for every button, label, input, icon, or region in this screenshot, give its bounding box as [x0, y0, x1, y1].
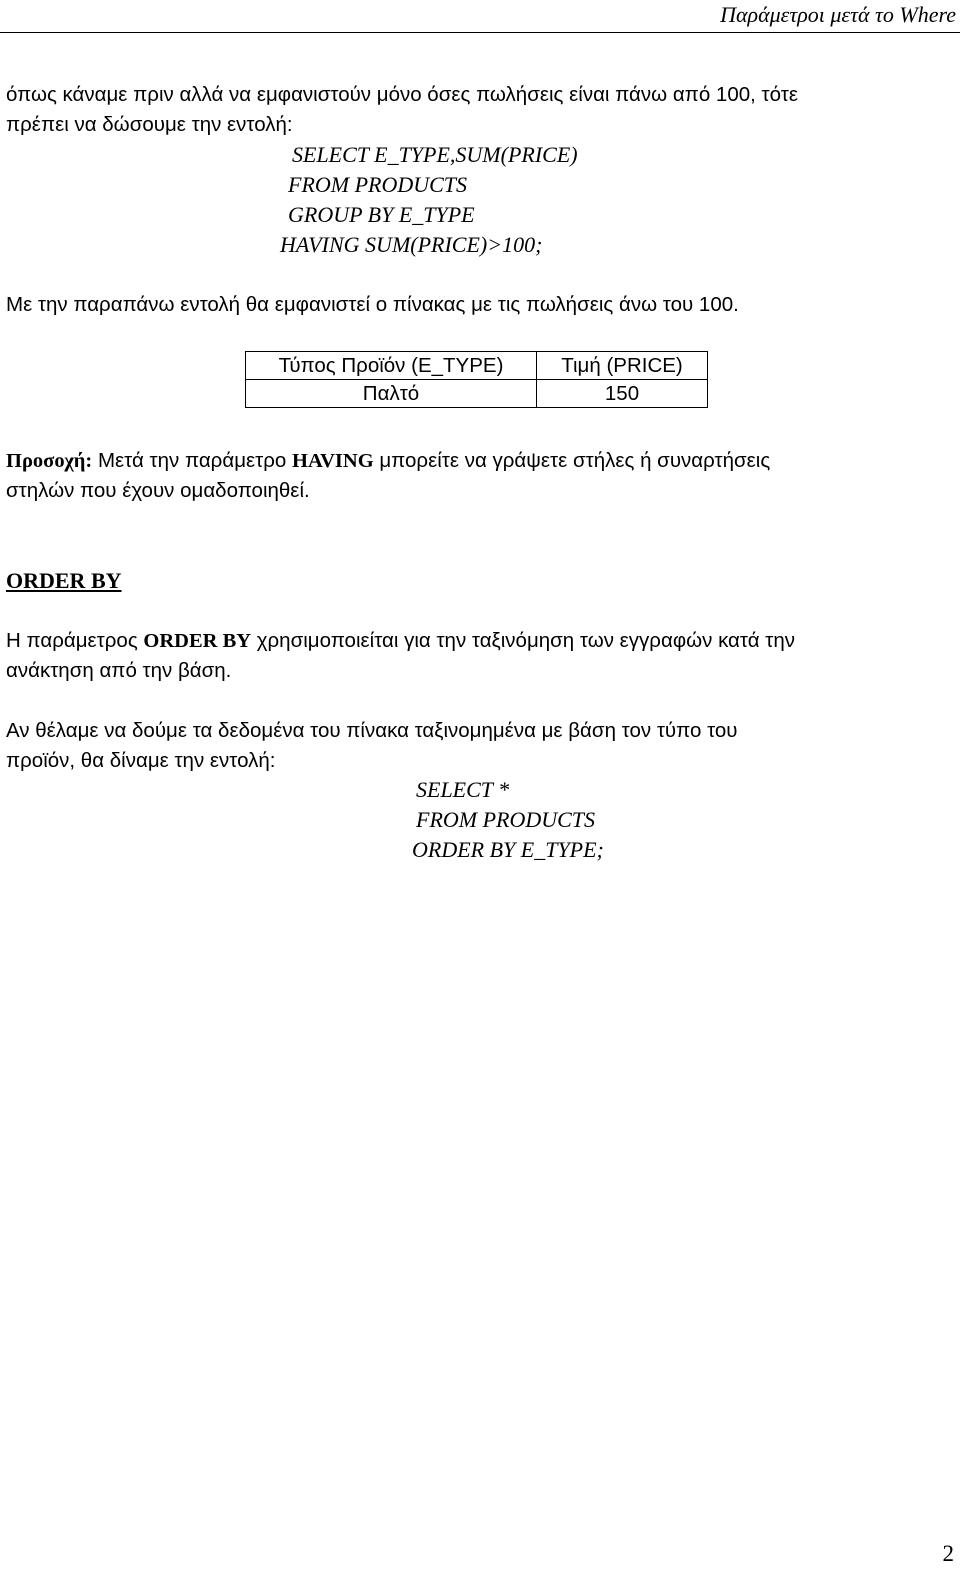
note-text: μπορείτε να γράψετε στήλες ή συναρτήσεις: [373, 449, 771, 472]
code-line: GROUP BY E_TYPE: [288, 202, 475, 227]
note-line2: στηλών που έχουν ομαδοποιηθεί.: [6, 479, 310, 502]
paragraph-text: χρησιμοποιείται για την ταξινόμηση των εγγραφών κατά την: [251, 629, 796, 652]
paragraph-line2: ανάκτηση από την βάση.: [6, 659, 232, 682]
page-number: 2: [942, 1541, 954, 1566]
note-text: Μετά την παράμετρο: [92, 449, 293, 472]
code-line: FROM PRODUCTS: [416, 807, 596, 832]
paragraph-line1: Αν θέλαμε να δούμε τα δεδομένα του πίνακα ταξινομημένα με βάση τον τύπο του: [6, 719, 738, 742]
header-rule: [0, 32, 960, 33]
paragraph-text: Η παράμετρος: [6, 629, 144, 652]
paragraph-intro-line2: πρέπει να δώσουμε την εντολή:: [6, 113, 293, 136]
paragraph-intro: [6, 80, 956, 140]
note-keyword: HAVING: [292, 450, 374, 472]
result-table: [245, 351, 708, 408]
table-row: [246, 380, 708, 408]
code-line: SELECT E_TYPE,SUM(PRICE): [292, 142, 578, 167]
note-label: Προσοχή:: [6, 450, 93, 472]
paragraph-intro-line1: όπως κάναμε πριν αλλά να εμφανιστούν μόνο όσες πωλήσεις είναι πάνω από 100, τότε: [6, 83, 798, 106]
code-line: HAVING SUM(PRICE)>100;: [280, 232, 543, 257]
table-header-cell: Τιμή (PRICE): [537, 352, 708, 380]
table-cell: Παλτό: [246, 380, 537, 408]
table-cell: 150: [537, 380, 708, 408]
paragraph-example: [6, 716, 956, 776]
code-line: SELECT *: [416, 777, 510, 802]
paragraph-order-by: [6, 626, 956, 686]
code-line: FROM PRODUCTS: [288, 172, 468, 197]
page-header-title: Παράμετροι μετά το Where: [720, 2, 956, 27]
paragraph-keyword: ORDER BY: [143, 630, 252, 652]
code-line: ORDER BY E_TYPE;: [412, 837, 604, 862]
table-header-cell: Τύπος Προϊόν (E_TYPE): [246, 352, 537, 380]
paragraph-result: Με την παραπάνω εντολή θα εμφανιστεί ο πίνακας με τις πωλήσεις άνω του 100.: [6, 293, 739, 316]
note-paragraph: [6, 446, 956, 506]
paragraph-line2: προϊόν, θα δίναμε την εντολή:: [6, 749, 276, 772]
section-title: ORDER BY: [6, 568, 122, 593]
table-header-row: [246, 352, 708, 380]
